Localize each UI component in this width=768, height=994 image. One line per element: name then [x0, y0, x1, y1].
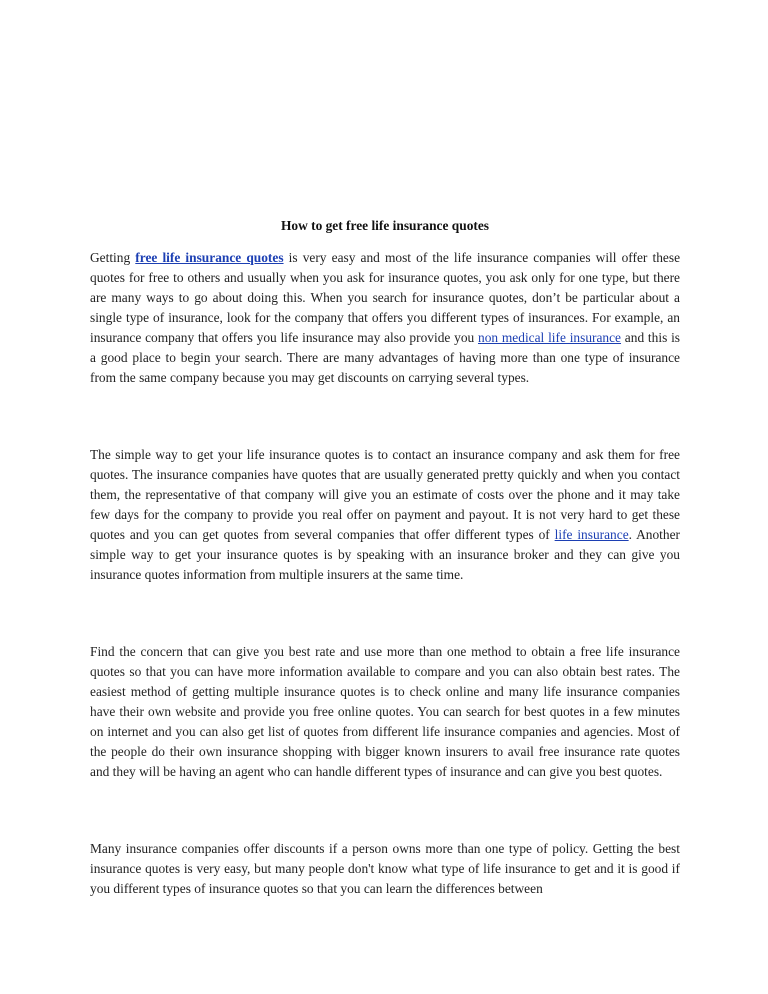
paragraph-4	[90, 839, 680, 899]
non-medical-life-insurance-link[interactable]: non medical life insurance	[478, 330, 622, 345]
paragraph-2-text-1: The simple way to get your life insurance quotes is to contact an insurance company and ask them for free quotes. The insurance companies have quotes that are usually generated pretty quickly and when you contact them, the representative of that company will give you an estimate of costs over the phone and it may take few days for the company to provide you real offer on payment and payout. It is not very hard to get these quotes and you can get quotes from several companies that offer different types of	[90, 447, 680, 542]
paragraph-3	[90, 642, 680, 782]
paragraph-1-text-1: Getting	[90, 250, 136, 265]
paragraph-1	[90, 248, 680, 388]
paragraph-1-text-2: is very easy and most of the life insurance companies will offer these quotes for free to others and usually when you ask for insurance quotes, you ask only for one type, but there are many ways to go about doing this. When you search for insurance quotes, don’t be particular about a single type of insurance, look for the company that offers you different types of insurances. For example, an insurance company that offers you life insurance may also provide you	[90, 250, 681, 345]
life-insurance-link[interactable]: life insurance	[554, 527, 629, 542]
paragraph-1-text-3: and this is a good place to begin your search. There are many advantages of having more than one type of insurance from the same company because you may get discounts on carrying several types.	[90, 330, 681, 385]
document-title: How to get free life insurance quotes	[280, 218, 489, 233]
paragraph-3-text-1: Find the concern that can give you best rate and use more than one method to obtain a free life insurance quotes so that you can have more information available to compare and you can also obtain best rates. The easiest method of getting multiple insurance quotes is to check online and many life insurance companies have their own website and provide you free online quotes. You can search for best quotes in a few minutes on internet and you can also get list of quotes from different life insurance companies and agencies. Most of the people do their own insurance shopping with bigger known insurers to avail free insurance rate quotes and they will be having an agent who can handle different types of insurance and can give you best quotes.	[90, 644, 680, 779]
paragraph-2	[90, 445, 680, 585]
free-life-insurance-quotes-link[interactable]: free life insurance quotes	[135, 250, 284, 265]
paragraph-4-text-1: Many insurance companies offer discounts if a person owns more than one type of policy. Getting the best insurance quotes is very easy, but many people don't know what type of life insurance to get and it is good if you different types of insurance quotes so that you can learn the differences between	[90, 841, 680, 896]
paragraph-2-text-2: . Another simple way to get your insurance quotes is by speaking with an insurance broker and they can give you insurance quotes information from multiple insurers at the same time.	[90, 527, 680, 582]
